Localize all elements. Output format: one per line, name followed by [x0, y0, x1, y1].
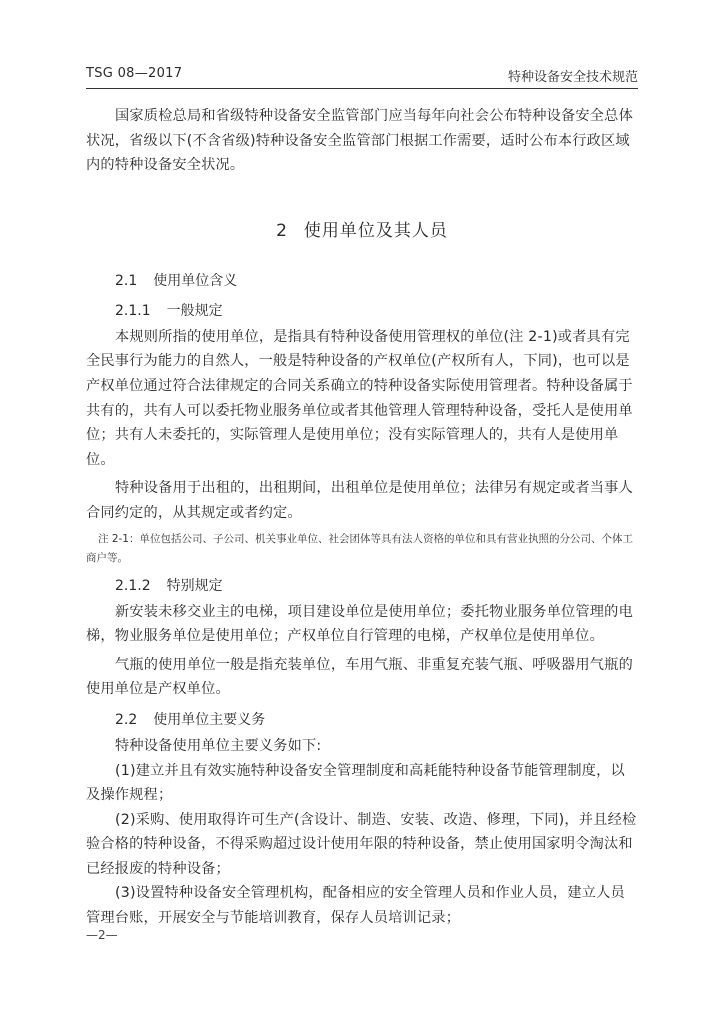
section-title: 使用单位主要义务	[153, 711, 266, 728]
intro-paragraph: 国家质检总局和省级特种设备安全监管部门应当每年向社会公布特种设备安全总体状况，省级以下(不含省级)特种设备安全监管部门根据工作需要，适时公布本行政区域内的特种设备安全状况。	[86, 108, 633, 174]
section-2-1-heading	[115, 269, 638, 293]
page-header	[86, 64, 638, 86]
section-2-1-2-heading	[115, 574, 638, 598]
paragraph: 气瓶的使用单位一般是指充装单位，车用气瓶、非重复充装气瓶、呼吸器用气瓶的使用单位是产权单位。	[86, 656, 633, 698]
section-2-1-1-heading	[115, 299, 638, 323]
paragraph: 新安装未移交业主的电梯，项目建设单位是使用单位；委托物业服务单位管理的电梯，物业服务单位是使用单位；产权单位自行管理的电梯，产权单位是使用单位。	[86, 603, 633, 645]
chapter-number: 2	[276, 220, 288, 241]
paragraph: 特种设备使用单位主要义务如下:	[115, 737, 322, 754]
chapter-title: 使用单位及其人员	[303, 220, 448, 241]
footnote: 注 2-1：单位包括公司、子公司、机关事业单位、社会团体等具有法人资格的单位和具有营业执照的分公司、个体工商户等。	[86, 532, 633, 564]
paragraph: 特种设备用于出租的，出租期间，出租单位是使用单位；法律另有规定或者当事人合同约定的，从其规定或者约定。	[86, 480, 633, 521]
section-title: 特别规定	[166, 577, 223, 594]
section-number: 2.1	[115, 272, 138, 289]
section-number: 2.1.1	[115, 302, 151, 319]
section-2-2-heading	[115, 708, 638, 732]
header-rule	[86, 88, 638, 89]
page-body	[86, 104, 638, 931]
page-number: —2—	[86, 928, 118, 942]
section-title: 一般规定	[166, 302, 223, 319]
paragraph: 本规则所指的使用单位，是指具有特种设备使用管理权的单位(注 2-1)或者具有完全民事行为能力的自然人，一般是特种设备的产权单位(产权所有人，下同)，也可以是产权单位通过符合法律规定的合同关系确立的特种设备实际使用管理者。特种设备属于共有的，共有人可以委托物业服务单位或者其他管理人管理特种设备，受托人是使用单位；共有人未委托的，实际管理人是使用单位；没有实际管理人的，共有人是使用单位。	[86, 328, 633, 468]
list-item: (3)设置特种设备安全管理机构，配备相应的安全管理人员和作业人员，建立人员管理台账，开展安全与节能培训教育，保存人员培训记录；	[86, 885, 625, 927]
section-number: 2.1.2	[115, 577, 151, 594]
section-title: 使用单位含义	[153, 272, 238, 289]
list-item: (2)采购、使用取得许可生产(含设计、制造、安装、改造、修理，下同)，并且经检验合格的特种设备，不得采购超过设计使用年限的特种设备，禁止使用国家明令淘汰和已经报废的特种设备；	[86, 811, 637, 877]
list-item: (1)建立并且有效实施特种设备安全管理制度和高耗能特种设备节能管理制度，以及操作规程；	[86, 762, 625, 804]
chapter-heading	[86, 216, 638, 241]
section-number: 2.2	[115, 711, 138, 728]
standard-code: TSG 08—2017	[86, 66, 183, 81]
header-title: 特种设备安全技术规范	[507, 70, 638, 85]
